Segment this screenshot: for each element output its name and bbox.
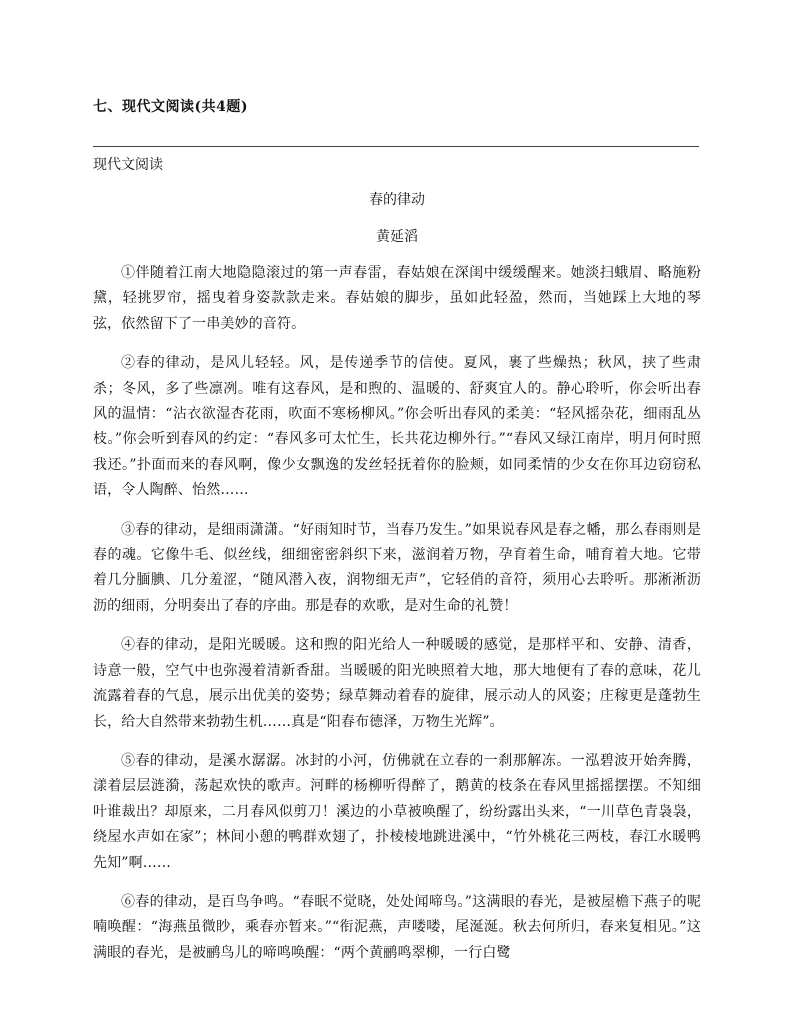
paragraph-4: ④春的律动，是阳光暖暖。这和煦的阳光给人一种暖暖的感觉，是那样平和、安静、清香，诗意一般，空气中也弥漫着清新香甜。当暖暖的阳光映照着大地，那大地便有了春的意味，花儿流露着春的气息，展示出优美的姿势；绿草舞动着春的旋律，展示动人的风姿；庄稼更是蓬勃生长，给大自然带来勃勃生机……真是“阳春布德泽，万物生光辉”。 [93, 637, 701, 730]
paragraph-6: ⑥春的律动，是百鸟争鸣。“春眠不觉晓，处处闻啼鸟。”这满眼的春光，是被屋檐下燕子的呢喃唤醒：“海燕虽微眇，乘春亦暂来。”“衔泥燕，声喽喽，尾涎涎。秋去何所归，春来复相见。”这满眼的春光，是被鹂鸟儿的啼鸣唤醒：“两个黄鹂鸣翠柳，一行白鹭 [93, 893, 701, 961]
paragraph-2: ②春的律动，是风儿轻轻。风，是传递季节的信使。夏风，裹了些燥热；秋风，挟了些肃杀；冬风，多了些凛冽。唯有这春风，是和煦的、温暖的、舒爽宜人的。静心聆听，你会听出春风的温情：“沾衣欲湿杏花雨，吹面不寒杨柳风。”你会听出春风的柔美：“轻风摇杂花，细雨乱丛枝。”你会听到春风的约定：“春风多可太忙生，长共花边柳外行。”“春风又绿江南岸，明月何时照我还。”扑面而来的春风啊，像少女飘逸的发丝轻抚着你的脸颊，如同柔情的少女在你耳边窃窃私语，令人陶醉、怡然…… [93, 355, 701, 499]
subheading: 现代文阅读 [93, 157, 163, 173]
paragraph-1: ①伴随着江南大地隐隐滚过的第一声春雷，春姑娘在深闺中缓缓醒来。她淡扫蛾眉、略施粉黛，轻挑罗帘，摇曳着身姿款款走来。春姑娘的脚步，虽如此轻盈，然而，当她踩上大地的琴弦，依然留下了一串美妙的音符。 [93, 265, 701, 332]
section-title: 七、现代文阅读(共4题) [93, 99, 248, 115]
divider-line [93, 146, 699, 147]
article-body [93, 261, 701, 980]
article-title: 春的律动 [369, 192, 425, 208]
article-author: 黄延滔 [376, 229, 418, 245]
paragraph-3: ③春的律动，是细雨潇潇。“好雨知时节，当春乃发生。”如果说春风是春之幡，那么春雨则是春的魂。它像牛毛、似丝线，细细密密斜织下来，滋润着万物，孕育着生命，哺育着大地。它带着几分腼腆、几分羞涩，“随风潜入夜，润物细无声”，它轻俏的音符，须用心去聆听。那淅淅沥沥的细雨，分明奏出了春的序曲。那是春的欢歌，是对生命的礼赞！ [93, 521, 701, 614]
paragraph-5: ⑤春的律动，是溪水潺潺。冰封的小河，仿佛就在立春的一刹那解冻。一泓碧波开始奔腾，漾着层层涟漪，荡起欢快的歌声。河畔的杨柳听得醉了，鹅黄的枝条在春风里摇摇摆摆。不知细叶谁裁出？却原来，二月春风似剪刀！溪边的小草被唤醒了，纷纷露出头来，“一川草色青袅袅，绕屋水声如在家”；林间小憩的鸭群欢翅了，扑棱棱地跳进溪中，“竹外桃花三两枝，春江水暖鸭先知”啊…… [93, 752, 701, 871]
